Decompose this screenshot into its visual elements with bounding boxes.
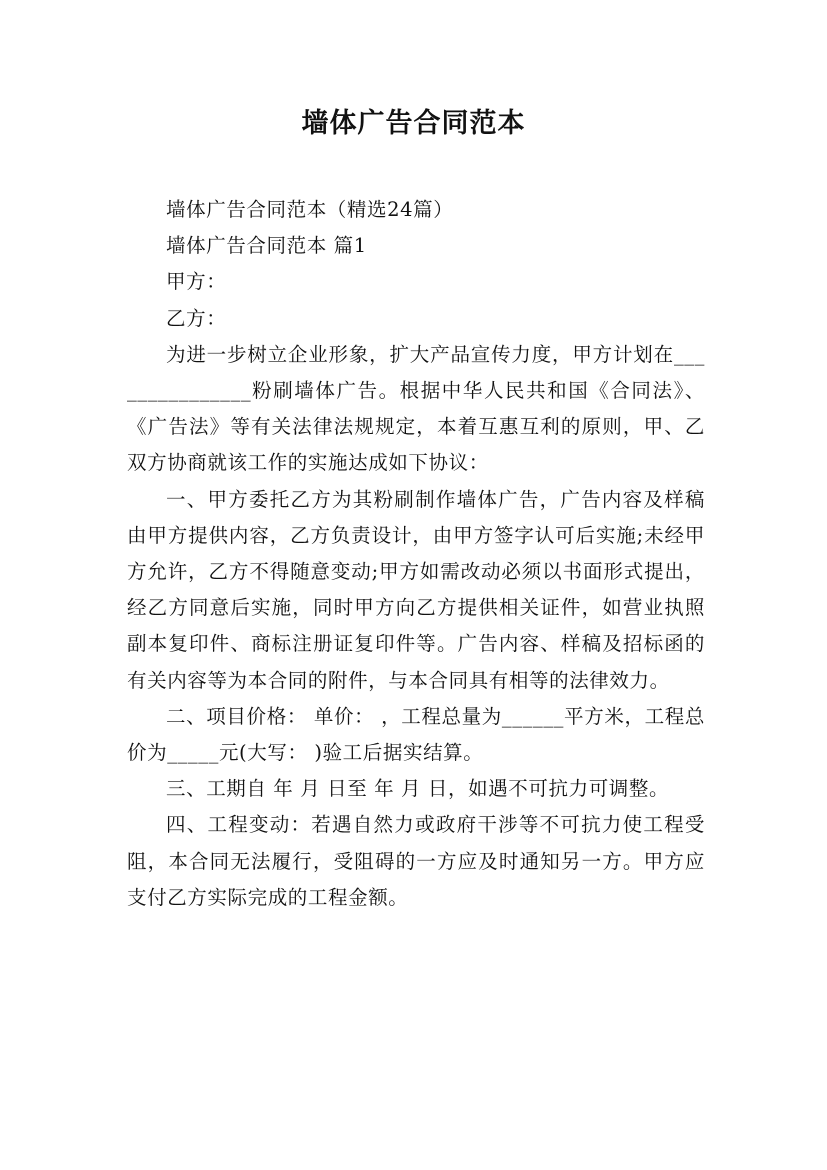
paragraph-preamble: 为进一步树立企业形象，扩大产品宣传力度，甲方计划在_______________粉刷墙体广告。根据中华人民共和国《合同法》、《广告法》等有关法律法规规定，本着互惠互利的原则，甲、乙双方协商就该工作的实施达成如下协议： bbox=[127, 342, 705, 475]
paragraph-party-a: 甲方： bbox=[166, 270, 227, 294]
paragraph-clause-1: 一、甲方委托乙方为其粉刷制作墙体广告，广告内容及样稿由甲方提供内容，乙方负责设计，由甲方签字认可后实施;未经甲方允许，乙方不得随意变动;甲方如需改动必须以书面形式提出，经乙方同意后实施，同时甲方向乙方提供相关证件，如营业执照副本复印件、商标注册证复印件等。广告内容、样稿及招标函的有关内容等为本合同的附件，与本合同具有相等的法律效力。 bbox=[127, 487, 705, 692]
paragraph-clause-3: 三、工期自 年 月 日至 年 月 日，如遇不可抗力可调整。 bbox=[166, 777, 670, 801]
paragraph-section-title: 墙体广告合同范本 篇1 bbox=[166, 234, 367, 258]
paragraph-heading: 墙体广告合同范本（精选24篇） bbox=[166, 198, 454, 221]
document-title: 墙体广告合同范本 bbox=[301, 108, 526, 139]
paragraph-party-b: 乙方： bbox=[166, 306, 227, 330]
paragraph-clause-2: 二、项目价格： 单价： ，工程总量为______平方米，工程总价为_____元(大写： )验工后据实结算。 bbox=[127, 704, 705, 765]
document-body bbox=[127, 192, 705, 916]
paragraph-clause-4: 四、工程变动：若遇自然力或政府干涉等不可抗力使工程受阻，本合同无法履行，受阻碍的一方应及时通知另一方。甲方应支付乙方实际完成的工程金额。 bbox=[127, 813, 705, 909]
